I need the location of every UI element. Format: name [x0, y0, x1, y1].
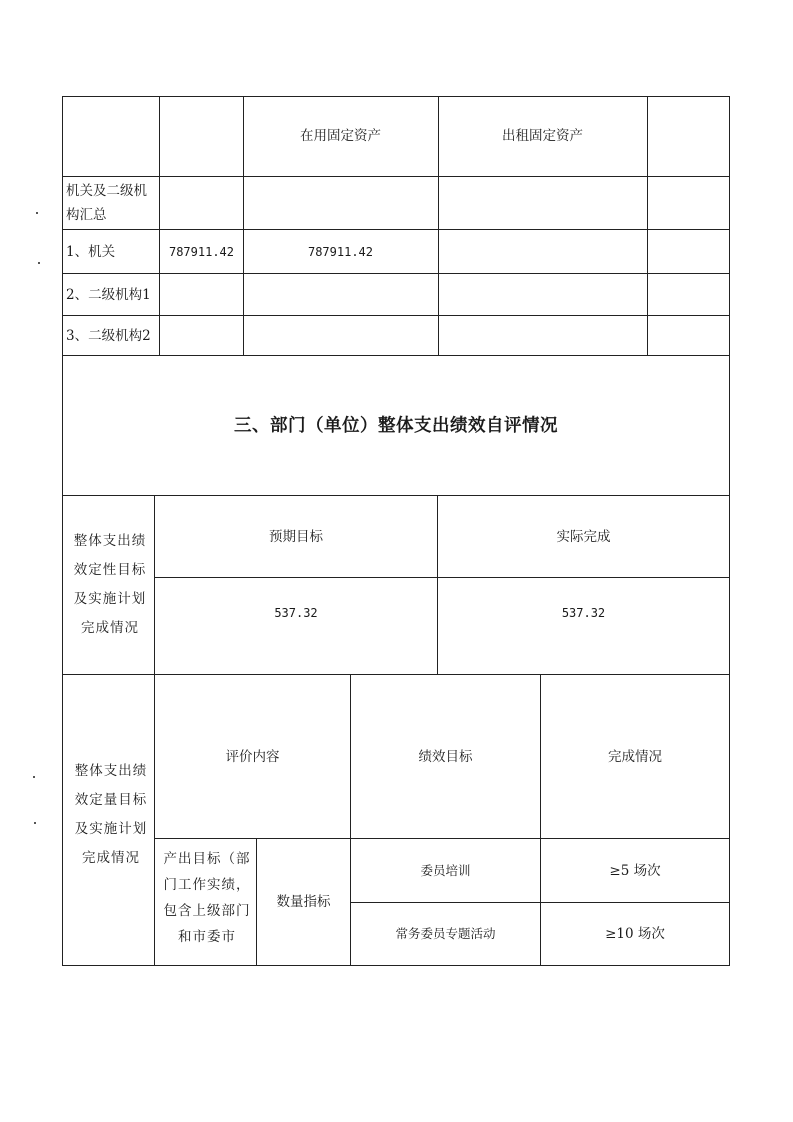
scan-speck [36, 212, 38, 214]
scan-speck [34, 822, 36, 824]
asset-row-label: 机关及二级机构汇总 [66, 183, 147, 223]
grid-line [62, 176, 730, 177]
output-target-label: 产出目标（部门工作实绩，包含上级部门和市委市 [163, 851, 251, 945]
scan-speck [38, 262, 40, 264]
actual-completion-header: 实际完成 [556, 528, 611, 545]
quantitative-row-label: 整体支出绩效定量目标及实施计划完成情况 [74, 763, 148, 866]
header-leased-assets: 出租固定资产 [502, 128, 583, 144]
asset-row-label: 1、机关 [66, 243, 116, 260]
scan-speck [33, 776, 35, 778]
grid-line [159, 96, 160, 356]
header-used-assets: 在用固定资产 [300, 128, 381, 144]
target-item: 常务委员专题活动 [395, 926, 496, 941]
status-item: ≥5 场次 [609, 862, 661, 879]
performance-target-header: 绩效目标 [418, 748, 473, 765]
expected-target-value: 537.32 [274, 606, 318, 620]
asset-row-used: 787911.42 [307, 244, 374, 259]
grid-line [62, 273, 730, 274]
evaluation-content-header: 评价内容 [225, 748, 280, 765]
qualitative-row-label: 整体支出绩效定性目标及实施计划完成情况 [73, 533, 147, 636]
grid-line [729, 96, 730, 966]
grid-line [647, 96, 648, 356]
asset-row-total: 787911.42 [168, 244, 235, 259]
target-item: 委员培训 [420, 862, 471, 878]
completion-status-header: 完成情况 [608, 748, 662, 765]
grid-line [62, 315, 730, 316]
status-item: ≥10 场次 [605, 926, 665, 942]
section-title: 三、部门（单位）整体支出绩效自评情况 [234, 415, 558, 436]
expected-target-header: 预期目标 [269, 528, 323, 545]
quantity-indicator-label: 数量指标 [276, 894, 331, 910]
asset-row-label: 2、二级机构1 [66, 286, 151, 303]
actual-completion-value: 537.32 [561, 606, 606, 620]
asset-row-label: 3、二级机构2 [66, 327, 151, 344]
